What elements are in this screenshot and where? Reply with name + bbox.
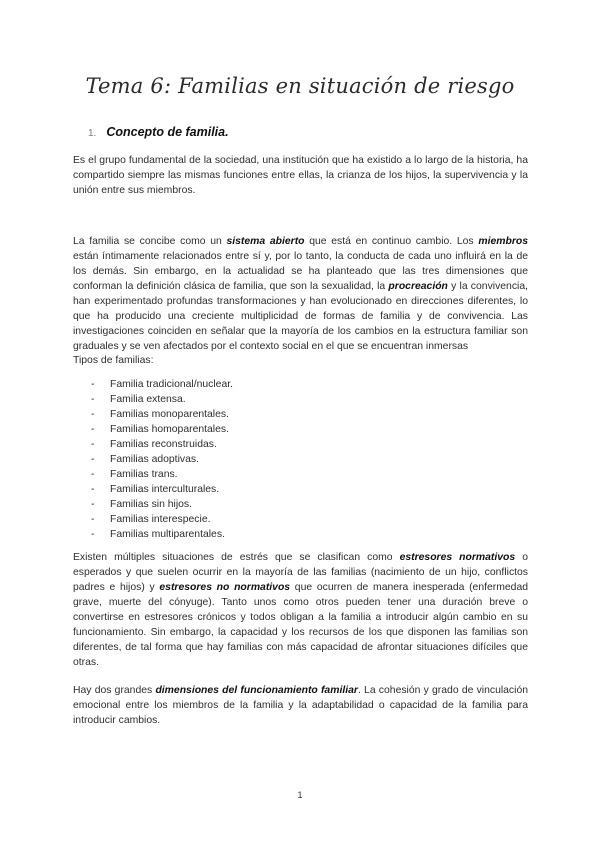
section-number: 1.	[88, 128, 97, 139]
paragraph-stressors: Existen múltiples situaciones de estrés que se clasifican como estresores normativos o esperados y que suelen ocurrir en la mayoría de las familias (nacimiento de un hijo, conflictos padres e hijos) y estresores no normativos que ocurren de manera inesperada (enfermedad grave, muerte del cónyuge). Tanto unos como otros pueden tener una duración breve o convertirse en estresores crónicos y todos obligan a la familia a introducir algún cambio en su funcionamiento. Sin embargo, la capacidad y los recursos de los que disponen las familias son diferentes, de tal forma que hay familias con más capacidad de afrontar situaciones difíciles que otras.	[73, 552, 529, 668]
paragraph-dimensions: Hay dos grandes dimensiones del funcionamiento familiar. La cohesión y grado de vinculación emocional entre los miembros de la familia y la adaptabilidad o capacidad de la familia para introducir cambios.	[73, 685, 528, 726]
list-item: - Familias adoptivas.	[91, 452, 233, 467]
term-sistema-abierto: sistema abierto	[226, 236, 305, 247]
list-item: - Familias multiparentales.	[91, 527, 233, 542]
list-item: - Familias monoparentales.	[91, 407, 233, 422]
term-estresores-no-normativos: estresores no normativos	[159, 582, 291, 593]
page-number: 1	[297, 790, 303, 800]
document-title: Tema 6: Familias en situación de riesgo	[85, 74, 515, 98]
list-item: - Familias interespecie.	[91, 512, 233, 527]
term-estresores-normativos: estresores normativos	[399, 552, 516, 563]
term-dimensiones-funcionamiento: dimensiones del funcionamiento familiar	[155, 685, 358, 696]
list-item: - Familia tradicional/nuclear.	[91, 377, 233, 392]
list-item: - Familias reconstruidas.	[91, 437, 233, 452]
list-item: - Familias sin hijos.	[91, 497, 233, 512]
list-item: - Familias interculturales.	[91, 482, 233, 497]
paragraph-definition: Es el grupo fundamental de la sociedad, una institución que ha existido a lo largo de la historia, ha compartido siempre las mismas funciones entre ellas, la crianza de los hijos, la supervivencia y la unión entre sus miembros.	[73, 155, 528, 196]
family-types-list	[91, 377, 233, 542]
list-item: - Familia extensa.	[91, 392, 233, 407]
list-item: - Familias homoparentales.	[91, 422, 233, 437]
term-miembros: miembros	[478, 236, 528, 247]
term-procreacion: procreación	[388, 281, 448, 292]
paragraph-open-system: La familia se concibe como un sistema abierto que está en continuo cambio. Los miembros están íntimamente relacionados entre sí y, por lo tanto, la conducta de cada uno influirá en la de los demás. Sin embargo, en la actualidad se ha planteado que las tres dimensiones que conforman la definición clásica de familia, que son la sexualidad, la procreación y la convivencia, han experimentado profundas transformaciones y han evolucionado en direcciones diferentes, lo que ha producido una creciente multiplicidad de formas de familia y de convivencia. Las investigaciones coinciden en señalar que la mayoría de los cambios en la estructura familiar son graduales y se ven afectados por el contexto social en el que se encuentran inmersas	[73, 236, 528, 352]
family-types-label: Tipos de familias:	[73, 355, 154, 366]
section-heading	[88, 125, 229, 139]
list-item: - Familias trans.	[91, 467, 233, 482]
section-title: Concepto de familia.	[106, 125, 229, 139]
